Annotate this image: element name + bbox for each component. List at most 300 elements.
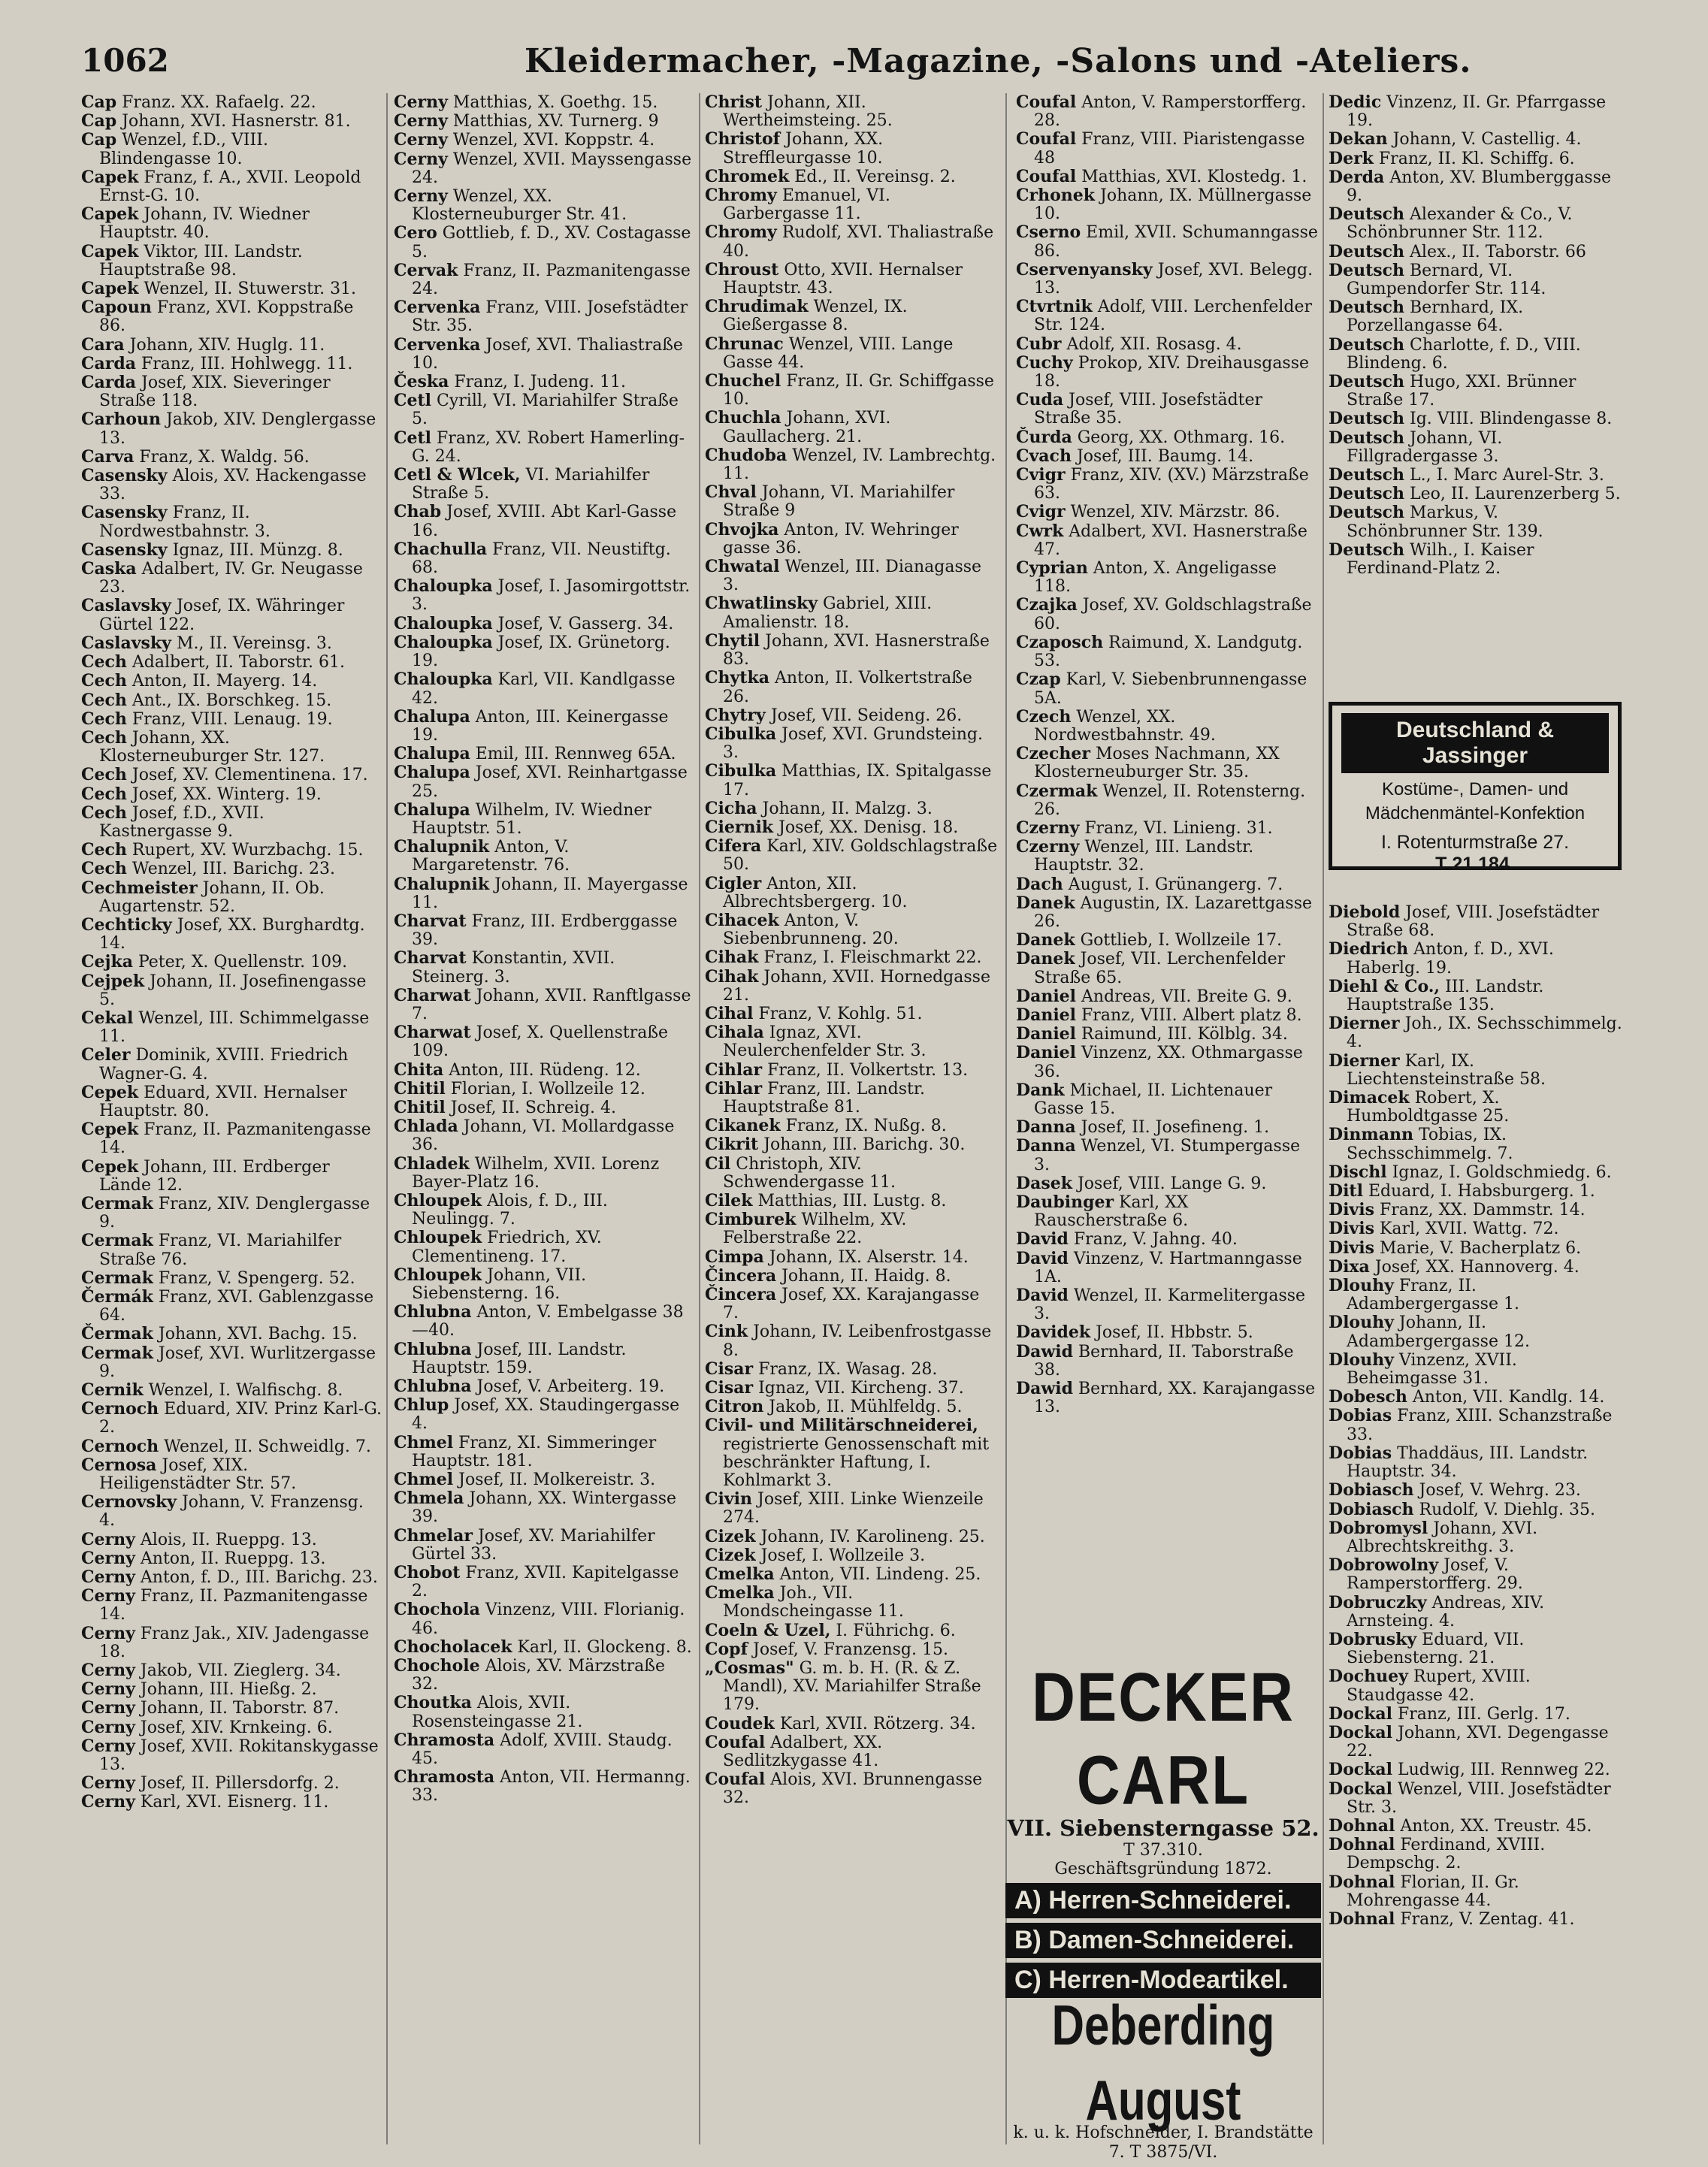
entry-surname: Cerny <box>394 111 448 131</box>
entry-surname: Chachulla <box>394 539 488 559</box>
entry-details: Florian, I. Wollzeile 12. <box>450 1079 645 1099</box>
directory-entry <box>1329 1277 1623 1313</box>
entry-surname: Cikrit <box>705 1135 759 1155</box>
entry-details: Eduard, VII. Siebensterng. 21. <box>1347 1630 1525 1668</box>
entry-surname: Charvat <box>394 911 467 931</box>
ad-founded: Geschäftsgründung 1872. <box>1054 1860 1272 1878</box>
directory-entry <box>1329 373 1623 410</box>
entry-surname: Čincera <box>705 1285 777 1304</box>
directory-entry <box>1329 1220 1623 1238</box>
entry-details: Josef, II. Schreig. 4. <box>450 1098 617 1117</box>
directory-entry <box>705 632 999 669</box>
directory-entry <box>81 841 382 860</box>
entry-surname: Dobruczky <box>1329 1592 1427 1612</box>
directory-entry <box>1016 819 1318 838</box>
entry-details: Johann, III. Hießg. 2. <box>140 1680 317 1700</box>
entry-details: Matthias, X. Goethg. 15. <box>452 93 658 112</box>
directory-entry <box>394 373 694 391</box>
entry-surname: Dierner <box>1329 1050 1400 1071</box>
entry-surname: Cech <box>81 690 127 710</box>
entry-surname: Dobiasch <box>1329 1480 1414 1501</box>
entry-surname: Casensky <box>81 503 168 523</box>
entry-surname: Deutsch <box>1329 409 1405 429</box>
directory-entry <box>394 1023 694 1060</box>
directory-entry <box>1016 633 1318 670</box>
entry-surname: Cerny <box>81 1567 135 1588</box>
directory-entry <box>1329 1873 1623 1910</box>
page-number: 1062 <box>81 42 169 79</box>
column-3 <box>705 93 999 1808</box>
directory-entry <box>81 972 382 1009</box>
entry-details: Jakob, VII. Zieglerg. 34. <box>140 1661 341 1681</box>
entry-details: Ed., II. Vereinsg. 2. <box>794 167 956 186</box>
entry-details: Adalbert, II. Taborstr. 61. <box>132 653 345 672</box>
directory-entry <box>81 280 382 298</box>
directory-entry <box>81 729 382 766</box>
directory-entry <box>705 1117 999 1135</box>
directory-entry <box>81 355 382 373</box>
entry-details: Franz, XIII. Schanzstraße 33. <box>1347 1407 1613 1444</box>
directory-entry <box>1329 298 1623 335</box>
entry-details: Wilhelm, IV. Wiedner Hauptstr. 51. <box>412 800 651 838</box>
entry-details: Josef, V. Franzensg. 15. <box>753 1640 948 1659</box>
entry-details: Markus, V. Schönbrunner Str. 139. <box>1347 503 1543 541</box>
entry-details: Josef, XIX. Sieveringer Straße 118. <box>99 373 331 411</box>
directory-entry <box>81 1325 382 1343</box>
entry-details: Otto, XVII. Hernalser Hauptstr. 43. <box>723 260 963 298</box>
directory-entry <box>81 953 382 972</box>
entry-surname: Czermak <box>1016 781 1098 801</box>
entry-details: Alexander & Co., V. Schönbrunner Str. 112. <box>1347 205 1573 243</box>
entry-surname: Dedic <box>1329 92 1382 112</box>
directory-entry <box>1016 261 1318 298</box>
entry-details: Cyrill, VI. Mariahilfer Straße 5. <box>412 391 679 429</box>
entry-surname: Capek <box>81 167 139 187</box>
entry-surname: Cihak <box>705 966 759 987</box>
entry-details: Emanuel, VI. Garbergasse 11. <box>723 186 890 224</box>
entry-surname: Dawid <box>1016 1341 1074 1362</box>
entry-details: Wilhelm, XVII. Lorenz Bayer-Platz 16. <box>412 1154 660 1192</box>
entry-surname: Dobrusky <box>1329 1629 1417 1649</box>
ad-line: k. u. k. Hofschneider, I. Brandstätte 7. T 3875/VI. <box>1013 2123 1313 2162</box>
entry-details: Emil, III. Rennweg 65A. <box>475 745 676 764</box>
directory-entry <box>81 785 382 804</box>
directory-entry <box>705 1267 999 1286</box>
directory-entry <box>705 558 999 594</box>
directory-entry <box>705 1192 999 1210</box>
entry-surname: Cepek <box>81 1156 139 1177</box>
entry-details: Ignaz, XVI. Neulerchenfelder Str. 3. <box>723 1023 927 1061</box>
directory-entry <box>81 691 382 710</box>
directory-entry <box>1016 950 1318 987</box>
entry-surname: Dockal <box>1329 1760 1393 1780</box>
entry-details: Wenzel, III. Dianagasse 3. <box>723 558 982 595</box>
entry-surname: David <box>1016 1229 1069 1250</box>
entry-details: Hugo, XXI. Brünner Straße 17. <box>1347 373 1576 410</box>
entry-surname: Civin <box>705 1489 753 1510</box>
directory-entry <box>705 875 999 911</box>
directory-entry <box>1016 987 1318 1006</box>
entry-surname: Danek <box>1016 949 1075 969</box>
directory-entry <box>705 706 999 725</box>
entry-details: Alois, XVI. Brunnengasse 32. <box>723 1770 983 1808</box>
entry-details: Adolf, VIII. Lerchenfelder Str. 124. <box>1034 298 1312 335</box>
column-rule <box>1323 93 1324 2144</box>
entry-surname: Cimpa <box>705 1247 764 1267</box>
entry-details: Franz, VII. Neustiftg. 68. <box>412 539 671 578</box>
entry-surname: Cermak <box>81 1231 153 1251</box>
directory-entry <box>705 1416 999 1490</box>
directory-entry <box>394 1768 694 1805</box>
entry-details: Franz, V. Kohlg. 51. <box>758 1004 923 1023</box>
entry-surname: Dohnal <box>1329 1835 1395 1855</box>
directory-entry <box>81 1661 382 1680</box>
entry-details: Franz, XIV. (XV.) Märzstraße 63. <box>1034 466 1309 503</box>
entry-details: Peter, X. Quellenstr. 109. <box>138 953 348 972</box>
entry-details: Johann, II. Adambergergasse 12. <box>1347 1313 1530 1351</box>
entry-surname: Deutsch <box>1329 465 1405 485</box>
entry-details: Josef, XVI. Thaliastraße 10. <box>412 335 683 373</box>
entry-details: Franz, XX. Dammstr. 14. <box>1379 1201 1586 1220</box>
entry-surname: Chalupnik <box>394 837 490 857</box>
entry-details: Alois, XV. Märzstraße 32. <box>412 1657 666 1694</box>
entry-surname: Cap <box>81 111 117 131</box>
directory-entry <box>81 1288 382 1325</box>
directory-entry <box>394 391 694 428</box>
entry-details: Marie, V. Bacherplatz 6. <box>1379 1238 1582 1258</box>
entry-details: Alex., II. Taborstr. 66 <box>1410 242 1586 261</box>
directory-entry <box>81 243 382 280</box>
entry-details: Matthias, III. Lustg. 8. <box>757 1191 947 1210</box>
entry-details: Franz, VI. Linieng. 31. <box>1084 818 1273 838</box>
entry-surname: Czecher <box>1016 744 1090 764</box>
entry-details: Ant., IX. Borschkeg. 15. <box>132 691 332 710</box>
entry-surname: Celer <box>81 1045 131 1065</box>
entry-surname: Chromy <box>705 186 777 206</box>
directory-entry <box>705 1715 999 1733</box>
directory-entry <box>1016 1380 1318 1416</box>
entry-details: Florian, II. Gr. Mohrengasse 44. <box>1347 1872 1519 1910</box>
entry-details: Wenzel, III. Landstr. Hauptstr. 32. <box>1034 838 1254 875</box>
entry-details: registrierte Genossenschaft mit beschränkter Haftung, I. Kohlmarkt 3. <box>723 1434 990 1491</box>
directory-entry <box>1329 429 1623 466</box>
directory-entry <box>394 336 694 373</box>
entry-details: Franz, XVI. Koppstraße 86. <box>99 298 354 336</box>
entry-surname: Cwrk <box>1016 521 1064 541</box>
entry-surname: Deutsch <box>1329 503 1405 523</box>
entry-surname: Chmelar <box>394 1525 473 1546</box>
entry-surname: Chaloupka <box>394 632 493 652</box>
directory-entry <box>394 1192 694 1229</box>
entry-details: Anton, f. D., III. Barichg. 23. <box>140 1568 378 1588</box>
entry-surname: Čurda <box>1016 427 1072 447</box>
column-4 <box>1016 93 1318 1416</box>
column-5-top <box>1329 93 1623 578</box>
entry-surname: Citron <box>705 1397 764 1417</box>
entry-details: Gabriel, XIII. Amalienstr. 18. <box>723 594 933 632</box>
entry-details: Johann, VII. Siebensterng. 16. <box>412 1265 587 1303</box>
directory-entry <box>81 410 382 447</box>
entry-surname: Cuchy <box>1016 352 1073 373</box>
entry-surname: Cink <box>705 1322 748 1342</box>
directory-entry <box>1329 1089 1623 1126</box>
directory-entry <box>394 1303 694 1340</box>
directory-entry <box>394 1489 694 1526</box>
entry-surname: Chalupa <box>394 706 470 727</box>
entry-details: Viktor, III. Landstr. Hauptstraße 98. <box>99 242 303 280</box>
entry-surname: Charwat <box>394 1023 471 1043</box>
entry-details: Franz, XI. Simmeringer Hauptstr. 181. <box>412 1433 657 1470</box>
entry-details: Raimund, III. Kölblg. 34. <box>1081 1025 1288 1044</box>
directory-entry <box>1016 670 1318 707</box>
entry-surname: Chwatal <box>705 557 780 577</box>
entry-surname: Čermak <box>81 1324 153 1344</box>
entry-surname: Cerny <box>81 1623 135 1643</box>
entry-surname: Czerny <box>1016 837 1080 857</box>
entry-details: III. Landstr. Hauptstraße 135. <box>1347 977 1544 1015</box>
ad-service: C) Herren-Modeartikel. <box>1005 1963 1321 1998</box>
directory-entry <box>1016 1193 1318 1230</box>
entry-surname: Cetl & Wlcek, <box>394 465 521 485</box>
entry-details: Franz, II. Nordwestbahnstr. 3. <box>99 503 271 541</box>
entry-surname: Danna <box>1016 1117 1076 1138</box>
directory-entry <box>81 1009 382 1046</box>
directory-entry <box>81 93 382 112</box>
ad-company-name: Deberding August <box>1051 1993 1275 2132</box>
directory-entry <box>394 1600 694 1637</box>
directory-entry <box>705 1023 999 1060</box>
entry-details: Johann, V. Franzensg. 4. <box>99 1493 364 1531</box>
entry-details: Wenzel, I. Walfischg. 8. <box>148 1381 343 1401</box>
entry-surname: Dierner <box>1329 1014 1400 1034</box>
entry-details: Wenzel, XVII. Mayssengasse 24. <box>412 150 692 187</box>
entry-surname: Cihacek <box>705 910 779 930</box>
entry-surname: Česka <box>394 372 449 392</box>
entry-details: VI. Mariahilfer Straße 5. <box>412 466 650 503</box>
entry-details: Vinzenz, VIII. Florianig. 46. <box>412 1600 685 1638</box>
entry-details: Vinzenz, II. Gr. Pfarrgasse 19. <box>1347 93 1607 131</box>
entry-details: Bernhard, IX. Porzellangasse 64. <box>1347 298 1524 336</box>
entry-surname: Čincera <box>705 1265 777 1286</box>
entry-surname: Cermak <box>81 1193 153 1213</box>
entry-surname: Coufal <box>1016 166 1077 186</box>
column-rule <box>386 93 388 2144</box>
directory-entry <box>394 987 694 1023</box>
entry-details: Johann, III. Barichg. 30. <box>763 1135 966 1155</box>
entry-surname: Chroust <box>705 259 779 280</box>
entry-details: Franz, II. Volkertstr. 13. <box>767 1060 969 1080</box>
entry-details: Johann, VI. Fillgradergasse 3. <box>1347 428 1503 466</box>
directory-entry <box>1016 223 1318 260</box>
directory-entry <box>394 577 694 614</box>
directory-entry <box>705 130 999 167</box>
entry-surname: Caslavsky <box>81 633 171 653</box>
entry-details: Vinzenz, XVII. Beheimgasse 31. <box>1347 1350 1517 1389</box>
entry-details: August, I. Grünangerg. 7. <box>1068 875 1283 894</box>
directory-entry <box>705 446 999 483</box>
directory-entry <box>394 540 694 577</box>
entry-surname: Deutsch <box>1329 260 1405 280</box>
entry-details: Eduard, I. Habsburgerg. 1. <box>1368 1182 1595 1201</box>
entry-details: Johann, XX. Klosterneuburger Str. 127. <box>99 728 325 766</box>
entry-details: Franz, VIII. Albert platz 8. <box>1081 1005 1302 1025</box>
entry-details: Franz, IX. Wasag. 28. <box>758 1359 938 1379</box>
entry-details: Josef, X. Quellenstraße 109. <box>412 1023 669 1061</box>
entry-details: Josef, IX. Grünetorg. 19. <box>412 633 670 671</box>
entry-surname: Cech <box>81 840 127 860</box>
entry-surname: Dobromysl <box>1329 1518 1428 1538</box>
directory-entry <box>1329 1014 1623 1051</box>
directory-entry <box>705 594 999 631</box>
entry-details: Wenzel, XX. Klosterneuburger Str. 41. <box>412 187 627 225</box>
directory-entry <box>394 150 694 187</box>
entry-details: Joh., IX. Sechsschimmelg. 4. <box>1347 1014 1622 1052</box>
directory-entry <box>81 1084 382 1120</box>
entry-details: Josef, XX. Hannoverg. 4. <box>1374 1257 1580 1277</box>
directory-entry <box>81 766 382 784</box>
directory-entry <box>1329 1836 1623 1872</box>
entry-surname: Dlouhy <box>1329 1349 1394 1370</box>
entry-surname: Chlup <box>394 1395 449 1416</box>
entry-details: Bernhard, XX. Karajangasse 13. <box>1034 1380 1316 1417</box>
entry-details: Adalbert, IV. Gr. Neugasse 23. <box>99 560 363 597</box>
directory-entry <box>81 1549 382 1568</box>
entry-details: Franz, VI. Mariahilfer Straße 76. <box>99 1232 342 1269</box>
entry-details: L., I. Marc Aurel-Str. 3. <box>1410 466 1604 485</box>
entry-surname: Cihlar <box>705 1059 763 1080</box>
entry-surname: Davidek <box>1016 1322 1091 1343</box>
directory-entry <box>1329 1556 1623 1593</box>
entry-details: Bernhard, II. Taborstraße 38. <box>1034 1342 1294 1380</box>
entry-details: Johann, IV. Wiedner Hauptstr. 40. <box>99 205 310 243</box>
directory-entry <box>705 1005 999 1023</box>
directory-entry <box>394 1229 694 1265</box>
entry-details: Josef, I. Wollzeile 3. <box>760 1546 926 1565</box>
directory-entry <box>81 448 382 467</box>
entry-details: Johann, XVI. Albrechtskreithg. 3. <box>1347 1519 1538 1556</box>
entry-surname: Dekan <box>1329 129 1388 150</box>
directory-entry <box>394 224 694 261</box>
directory-entry <box>394 1527 694 1564</box>
entry-details: Anton, VII. Kandlg. 14. <box>1412 1388 1605 1407</box>
entry-surname: Chmel <box>394 1432 454 1452</box>
directory-entry <box>1329 903 1623 940</box>
directory-entry <box>1016 428 1318 447</box>
directory-entry <box>394 466 694 503</box>
entry-details: Anton, XII. Albrechtsbergerg. 10. <box>723 874 908 911</box>
entry-details: Anton, II. Mayerg. 14. <box>132 672 318 691</box>
directory-entry <box>705 1659 999 1715</box>
directory-entry <box>81 1456 382 1493</box>
ad-phone: T 21.184. <box>1435 854 1515 875</box>
entry-surname: Cigler <box>705 873 762 893</box>
directory-entry <box>1329 485 1623 503</box>
directory-entry <box>1329 1817 1623 1836</box>
entry-details: Josef, VII. Seideng. 26. <box>770 706 963 725</box>
ad-line: Kostüme-, Damen- und <box>1381 779 1569 799</box>
directory-entry <box>1016 130 1318 167</box>
entry-surname: Cernik <box>81 1380 144 1401</box>
directory-entry <box>1016 1323 1318 1342</box>
entry-surname: Cejka <box>81 952 133 972</box>
entry-details: Franz, VIII. Lenaug. 19. <box>132 709 333 729</box>
directory-entry <box>1016 93 1318 130</box>
entry-details: Karl, XVII. Rötzerg. 34. <box>779 1714 976 1733</box>
entry-details: Leo, II. Laurenzerberg 5. <box>1410 485 1621 504</box>
entry-details: Emil, XVII. Schumanngasse 86. <box>1034 223 1318 261</box>
entry-details: Josef, XVI. Belegg. 13. <box>1034 260 1313 298</box>
entry-surname: Cechticky <box>81 914 172 935</box>
entry-surname: Chramosta <box>394 1767 495 1788</box>
entry-details: Josef, V. Gasserg. 34. <box>497 614 674 633</box>
entry-surname: Crhonek <box>1016 186 1096 206</box>
directory-entry <box>81 672 382 691</box>
directory-entry <box>81 804 382 841</box>
entry-details: Franz, VIII. Josefstädter Str. 35. <box>412 298 688 336</box>
entry-surname: Chytka <box>705 668 769 688</box>
entry-surname: Chytil <box>705 630 760 651</box>
directory-entry <box>1016 1250 1318 1286</box>
entry-surname: Čermák <box>81 1287 153 1307</box>
entry-surname: Chval <box>705 482 757 503</box>
entry-surname: Chaloupka <box>394 613 493 633</box>
directory-entry <box>1016 354 1318 391</box>
entry-surname: Chloupek <box>394 1190 482 1210</box>
entry-details: Dominik, XVIII. Friedrich Wagner-G. 4. <box>99 1046 349 1084</box>
directory-entry <box>705 968 999 1005</box>
entry-details: Johann, II. Malzg. 3. <box>762 799 933 818</box>
entry-details: Johann, II. Taborstr. 87. <box>140 1699 340 1718</box>
entry-surname: Christ <box>705 92 763 112</box>
directory-entry <box>705 799 999 818</box>
directory-entry <box>1016 186 1318 223</box>
entry-details: Wenzel, XIV. Märzstr. 86. <box>1070 503 1280 522</box>
entry-surname: Cerny <box>81 1717 135 1737</box>
entry-details: Johann, V. Castellig. 4. <box>1392 130 1582 150</box>
entry-details: Josef, IX. Währinger Gürtel 122. <box>99 597 345 634</box>
entry-surname: Cikanek <box>705 1116 781 1136</box>
entry-surname: Chlada <box>394 1117 458 1137</box>
entry-surname: Cech <box>81 709 127 729</box>
entry-details: Christoph, XIV. Schwendergasse 11. <box>723 1154 896 1192</box>
entry-surname: Caska <box>81 559 137 579</box>
entry-details: Josef, V. Ramperstorfferg. 29. <box>1347 1556 1523 1594</box>
directory-entry <box>705 1584 999 1621</box>
entry-details: Konstantin, XVII. Steinerg. 3. <box>412 949 615 987</box>
entry-surname: Dobias <box>1329 1443 1392 1463</box>
ad-line: Mädchenmäntel-Konfektion <box>1365 803 1586 824</box>
entry-surname: Chmel <box>394 1470 454 1490</box>
entry-surname: Coudek <box>705 1713 775 1733</box>
directory-entry <box>705 409 999 446</box>
entry-details: Josef, V. Wehrg. 23. <box>1419 1481 1581 1501</box>
directory-entry <box>1016 838 1318 875</box>
entry-surname: Cmelka <box>705 1583 775 1603</box>
entry-surname: Cisar <box>705 1359 754 1379</box>
directory-entry <box>1016 596 1318 633</box>
directory-entry <box>1016 168 1318 186</box>
entry-details: Josef, VII. Lerchenfelder Straße 65. <box>1034 950 1286 987</box>
entry-details: Josef, XIV. Krnkeing. 6. <box>140 1718 333 1737</box>
directory-entry <box>705 1621 999 1640</box>
entry-details: Josef, XVI. Wurlitzergasse 9. <box>99 1343 376 1381</box>
entry-details: Anton, III. Rüdeng. 12. <box>449 1060 641 1080</box>
entry-surname: Carda <box>81 353 136 373</box>
directory-entry <box>705 186 999 223</box>
entry-details: Franz, II. Pazmanitengasse 14. <box>99 1120 371 1158</box>
entry-surname: Cerny <box>81 1736 135 1756</box>
entry-details: Joh., VII. Mondscheingasse 11. <box>723 1584 904 1621</box>
